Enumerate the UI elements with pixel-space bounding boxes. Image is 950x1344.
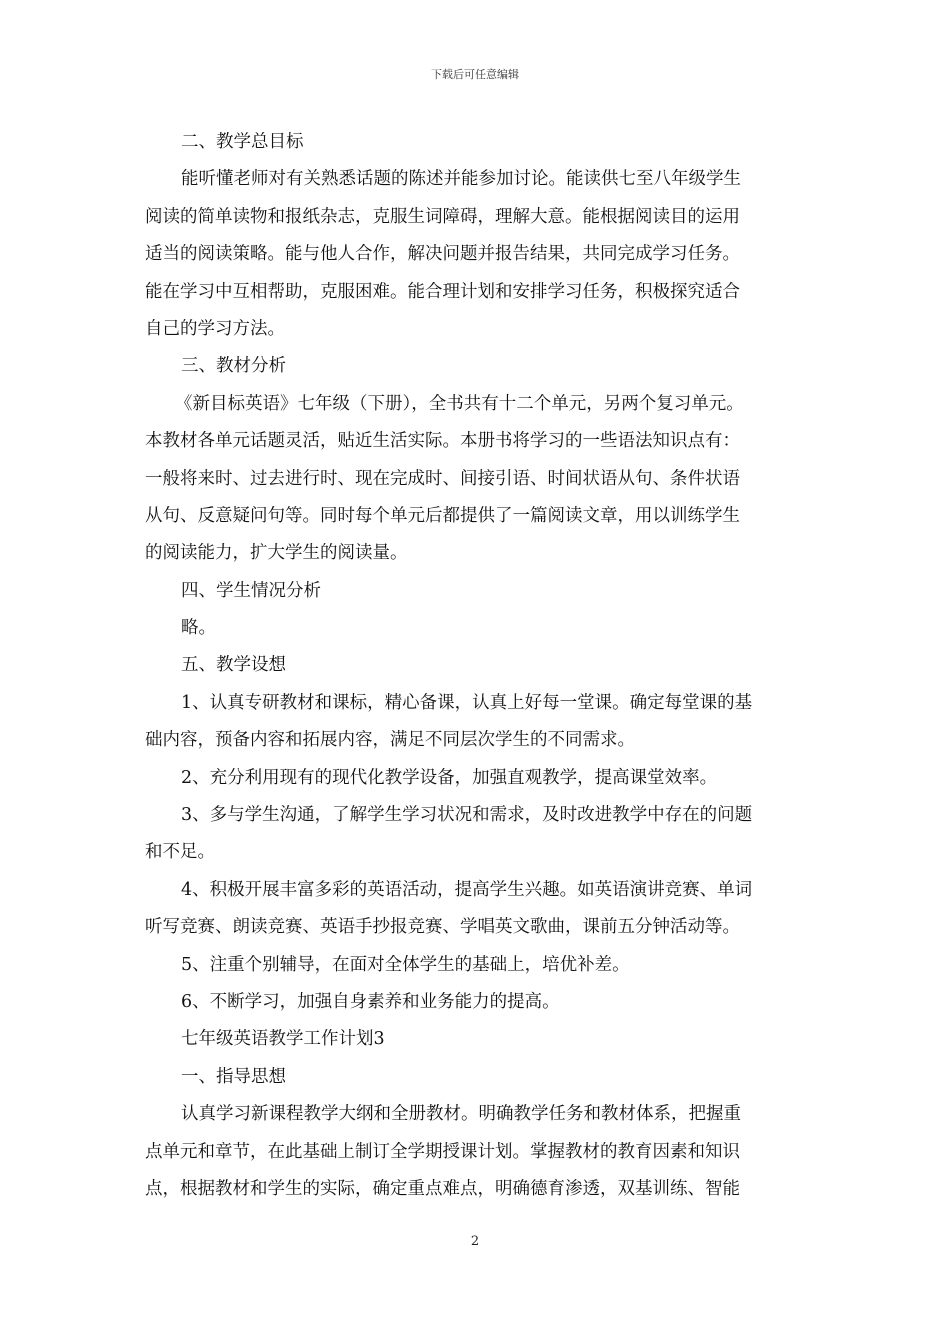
text-line: 5、注重个别辅导，在面对全体学生的基础上，培优补差。 [181, 954, 630, 975]
text-line: 听写竞赛、朗读竞赛、英语手抄报竞赛、学唱英文歌曲，课前五分钟活动等。 [145, 917, 740, 938]
text-line: 4、积极开展丰富多彩的英语活动，提高学生兴趣。如英语演讲竞赛、单词 [181, 879, 753, 900]
text-line: 四、学生情况分析 [181, 580, 321, 601]
text-line: 《新目标英语》七年级（下册），全书共有十二个单元，另两个复习单元。 [175, 393, 744, 414]
text-line: 认真学习新课程教学大纲和全册教材。明确教学任务和教材体系，把握重 [181, 1104, 741, 1125]
text-line: 一、指导思想 [181, 1066, 286, 1087]
text-line: 三、教材分析 [181, 356, 286, 377]
text-line: 阅读的简单读物和报纸杂志，克服生词障碍，理解大意。能根据阅读目的运用 [145, 206, 740, 227]
text-line: 础内容，预备内容和拓展内容，满足不同层次学生的不同需求。 [145, 730, 635, 751]
text-line: 七年级英语教学工作计划3 [181, 1029, 385, 1050]
text-line: 能听懂老师对有关熟悉话题的陈述并能参加讨论。能读供七至八年级学生 [181, 169, 741, 190]
text-line: 和不足。 [145, 842, 215, 863]
text-line: 的阅读能力，扩大学生的阅读量。 [145, 543, 408, 564]
text-line: 6、不断学习，加强自身素养和业务能力的提高。 [181, 991, 560, 1012]
document-body [145, 124, 810, 1208]
text-line: 适当的阅读策略。能与他人合作，解决问题并报告结果，共同完成学习任务。 [145, 244, 740, 265]
text-line: 点，根据教材和学生的实际，确定重点难点，明确德育渗透，双基训练、智能 [145, 1178, 740, 1199]
page-number: 2 [470, 1234, 480, 1249]
text-line: 本教材各单元话题灵活，贴近生活实际。本册书将学习的一些语法知识点有： [145, 431, 740, 452]
text-line: 3、多与学生沟通，了解学生学习状况和需求，及时改进教学中存在的问题 [181, 805, 753, 826]
text-line: 一般将来时、过去进行时、现在完成时、间接引语、时间状语从句、条件状语 [145, 468, 740, 489]
text-line: 从句、反意疑问句等。同时每个单元后都提供了一篇阅读文章，用以训练学生 [145, 505, 740, 526]
text-line: 略。 [181, 618, 216, 639]
text-line: 自己的学习方法。 [145, 318, 285, 339]
text-line: 1、认真专研教材和课标，精心备课，认真上好每一堂课。确定每堂课的基 [181, 692, 753, 713]
text-line: 能在学习中互相帮助，克服困难。能合理计划和安排学习任务，积极探究适合 [145, 281, 740, 302]
text-line: 二、教学总目标 [181, 132, 304, 152]
page-header: 下载后可任意编辑 [431, 68, 519, 81]
text-line: 2、充分利用现有的现代化教学设备，加强直观教学，提高课堂效率。 [181, 767, 718, 788]
text-line: 五、教学设想 [181, 655, 286, 676]
text-line: 点单元和章节，在此基础上制订全学期授课计划。掌握教材的教育因素和知识 [145, 1141, 740, 1162]
